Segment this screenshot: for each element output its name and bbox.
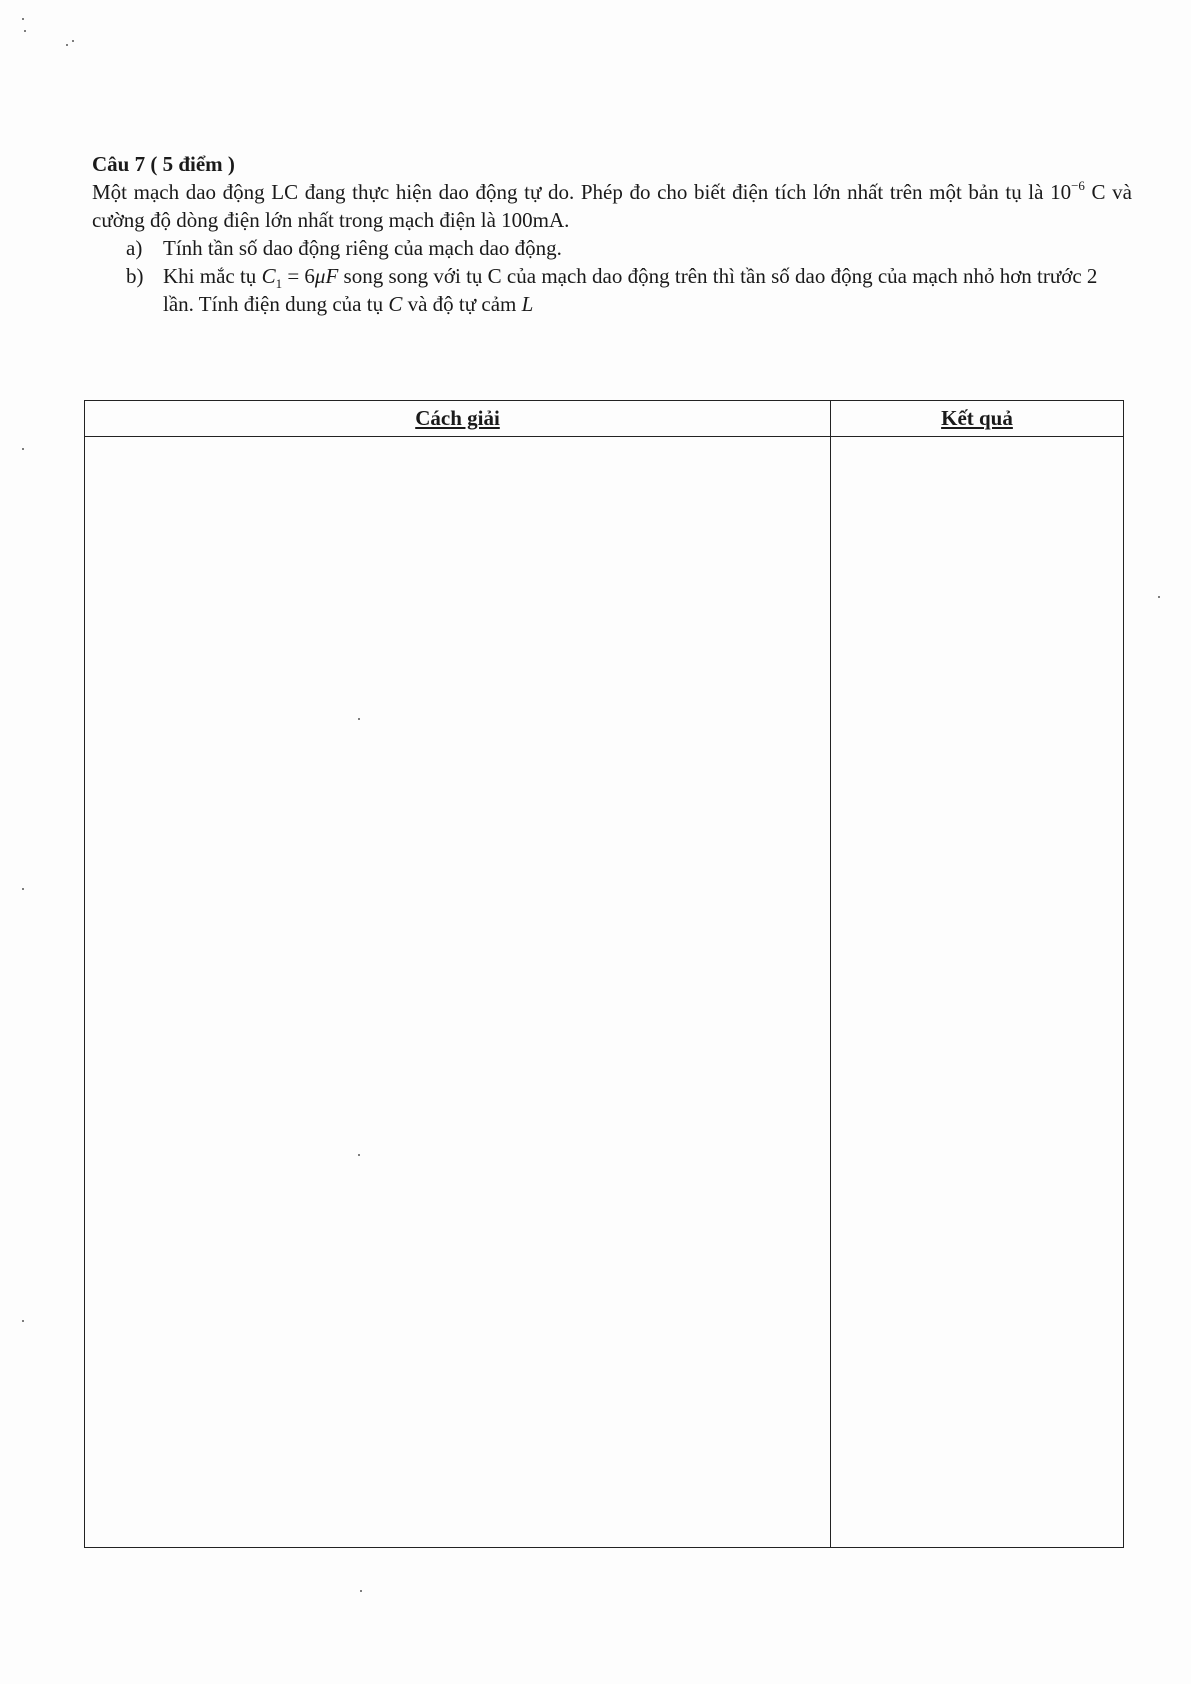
part-text-mid: và độ tự cảm (402, 292, 522, 316)
scan-speck (24, 30, 26, 32)
scan-speck (66, 44, 68, 46)
part-text-before: Khi mắc tụ (163, 264, 262, 288)
math-equals: = 6 (282, 264, 315, 288)
header-method: Cách giải (415, 406, 500, 430)
part-text: Tính tần số dao động riêng của mạch dao động. (163, 236, 562, 260)
question-parts (92, 234, 1132, 318)
question-body-text-2: C và cường độ dòng điện lớn nhất trong mạch điện là 100mA. (92, 180, 1133, 232)
question-body-text-1: Một mạch dao động LC đang thực hiện dao động tự do. Phép đo cho biết điện tích lớn nhất trên một bản tụ là 10 (92, 180, 1072, 204)
math-var-c: C (388, 292, 403, 316)
scan-speck (22, 448, 24, 450)
part-label: a) (126, 236, 143, 260)
scan-speck (22, 888, 24, 890)
scan-speck (22, 1320, 24, 1322)
math-var-c1: $C_1$ (261, 264, 283, 292)
result-answer-cell[interactable] (831, 437, 1123, 1547)
question-part-b (92, 262, 1132, 318)
scan-speck (22, 18, 24, 20)
charge-exponent: −6 (1071, 178, 1085, 193)
method-answer-cell[interactable] (85, 437, 830, 1547)
question-block (92, 150, 1132, 318)
part-label: b) (126, 264, 144, 288)
scan-speck (1158, 596, 1160, 598)
answer-table (84, 400, 1124, 1548)
scan-speck (360, 1590, 362, 1592)
question-part-a (92, 234, 1132, 262)
part-text-after: song song với tụ C của mạch dao động trên thì tần số dao động của mạch nhỏ hơn trước 2 lần. Tính điện dung của tụ (163, 264, 1098, 316)
math-unit: μF (314, 264, 339, 288)
scan-speck (72, 40, 74, 42)
math-var-l: L (521, 292, 534, 316)
question-title: Câu 7 ( 5 điểm ) (92, 152, 235, 176)
question-body (92, 178, 1132, 234)
header-result: Kết quả (941, 406, 1013, 430)
